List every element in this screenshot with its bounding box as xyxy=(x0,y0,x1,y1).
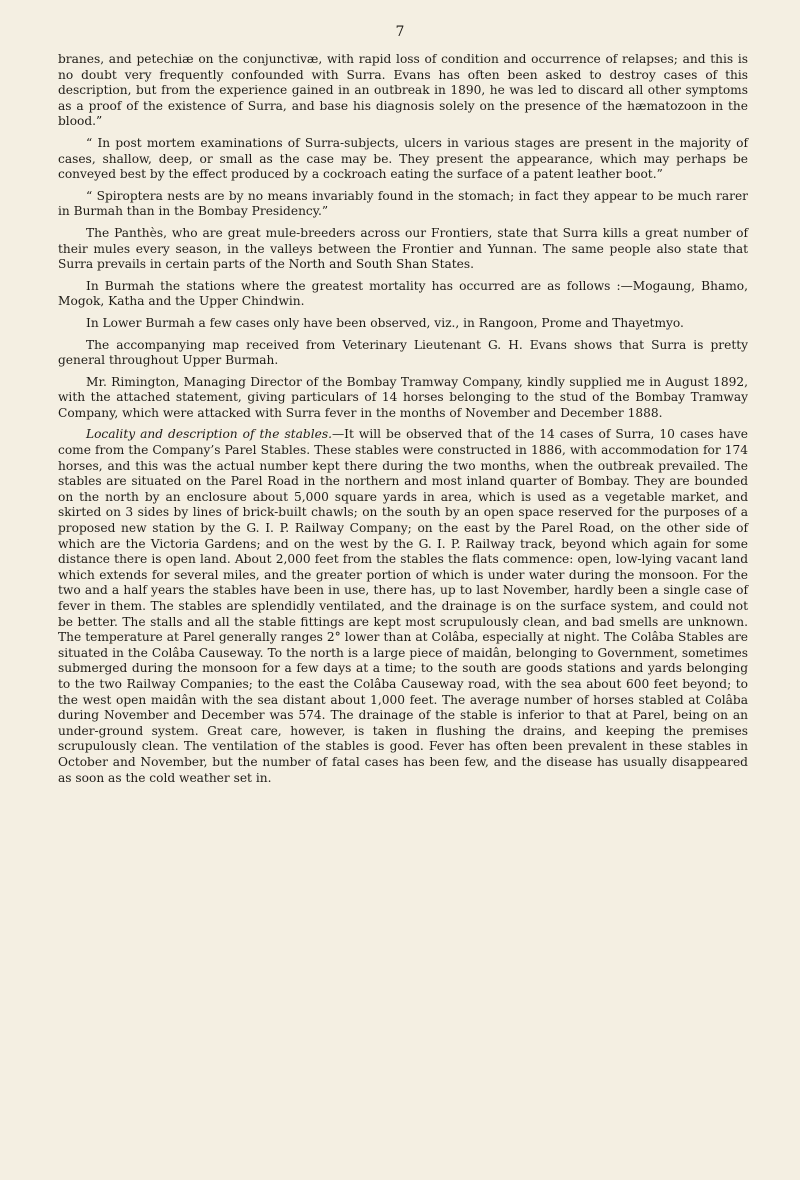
paragraph-continuation: branes, and petechiæ on the conjunctivæ, with rapid loss of condition and occurrence of relapses; and this is no doubt very frequently confounded with Surra. Evans has often been asked to destroy cases of this description, but from the experience gained in an outbreak in 1890, he was led to discard all other symptoms as a proof of the existence of Surra, and base his diagnosis solely on the presence of the hæmatozoon in the blood.” xyxy=(58,52,748,129)
paragraph-rimington: Mr. Rimington, Managing Director of the Bombay Tramway Company, kindly supplied me in August 1892, with the attached statement, giving particulars of 14 horses belonging to the stud of the Bombay Tramway Company, which were attacked with Surra fever in the months of November and December 1888. xyxy=(58,374,748,420)
paragraph-spiroptera: “ Spiroptera nests are by no means invariably found in the stomach; in fact they appear to be much rarer in Burmah than in the Bombay Presidency.” xyxy=(58,188,748,219)
document-body xyxy=(58,52,748,792)
paragraph-lower-burmah: In Lower Burmah a few cases only have been observed, viz., in Rangoon, Prome and Thayetmyo. xyxy=(86,315,684,330)
paragraph-upper-burmah-stations: In Burmah the stations where the greatest mortality has occurred are as follows :—Mogaung, Bhamo, Mogok, Katha and the Upper Chindwin. xyxy=(58,278,748,309)
locality-heading: Locality and description of the stables. xyxy=(86,427,332,442)
locality-text: —It will be observed that of the 14 cases of Surra, 10 cases have come from the Company’s Parel Stables. These stables were constructed in 1886, with accommodation for 174 horses, and this was the actual number kept there during the two months, when the outbreak prevailed. The stables are situated on the Parel Road in the northern and most inland quarter of Bombay. They are bounded on the north by an enclosure about 5,000 square yards in area, which is used as a vegetable market, and skirted on 3 sides by lines of brick-built chawls; on the south by an open space reserved for the purposes of a proposed new station by the G. I. P. Railway Company; on the east by the Parel Road, on the other side of which are the Victoria Gardens; and on the west by the G. I. P. Railway track, beyond which again for some distance there is open land. About 2,000 feet from the stables the flats commence: open, low-lying vacant land which extends for several miles, and the greater portion of which is under water during the monsoon. For the two and a half years the stables have been in use, there has, up to last November, hardly been a single case of fever in them. The stables are splendidly ventilated, and the drainage is on the surface system, and could not be better. The stalls and all the stable fittings are kept most scrupulously clean, and bad smells are unknown. The temperature at Parel generally ranges 2° lower than at Colâba, especially at night. The Colâba Stables are situated in the Colâba Causeway. To the north is a large piece of maidân, belonging to Government, sometimes submerged during the monsoon for a few days at a time; to the south are goods stations and yards belonging to the two Railway Companies; to the east the Colâba Causeway road, with the sea about 600 feet beyond; to the west open maidân with the sea distant about 1,000 feet. The average number of horses stabled at Colâba during November and December was 574. The drainage of the stable is inferior to that at Parel, being on an under-ground system. Great care, however, is taken in flushing the drains, and keeping the premises scrupulously clean. The ventilation of the stables is good. Fever has often been prevalent in these stables in October and November, but the number of fatal cases has been few, and the disease has usually disappeared as soon as the cold weather set in. xyxy=(58,427,748,785)
paragraph-post-mortem: “ In post mortem examinations of Surra-subjects, ulcers in various stages are present in the majority of cases, shallow, deep, or small as the case may be. They present the appearance, which may perhaps be conveyed best by the effect produced by a cockroach eating the surface of a patent leather boot.” xyxy=(58,135,748,182)
paragraph-panthes: The Panthès, who are great mule-breeders across our Frontiers, state that Surra kills a great number of their mules every season, in the valleys between the Frontier and Yunnan. The same people also state that Surra prevails in certain parts of the North and South Shan States. xyxy=(58,225,748,272)
page-number: 7 xyxy=(395,24,405,40)
paragraph-map: The accompanying map received from Veterinary Lieutenant G. H. Evans shows that Surra is pretty general throughout Upper Burmah. xyxy=(58,337,748,368)
paragraph-locality xyxy=(58,427,748,786)
